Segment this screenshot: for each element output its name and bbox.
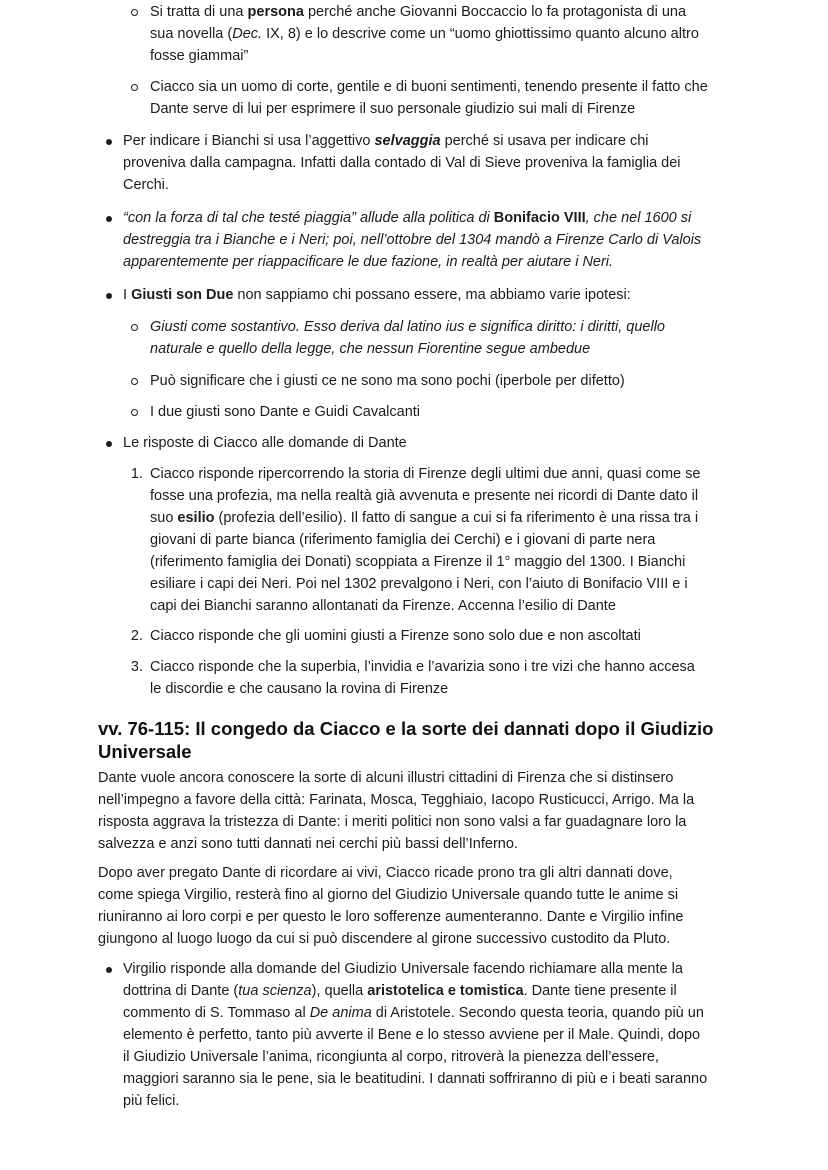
- bullet-selvaggia: Per indicare i Bianchi si usa l’aggettivo selvaggia perché si usava per indicare chi proveniva dalla campagna. Infatti dalla contado di Val di Sieve proveniva la famiglia dei Cerchi.: [123, 133, 681, 193]
- bullet-bonifacio: “con la forza di tal che testé piaggia” allude alla politica di Bonifacio VIII, che nel 1600 si destreggia tra i Bianche e i Neri; poi, nell’ottobre del 1304 mandò a Firenze Carlo di Valois apparentemente per riappacificare le due fazione, in realtà per aiutare i Neri.: [123, 210, 702, 270]
- sub-bullet-iperbole: Può significare che i giusti ce ne sono ma sono pochi (iperbole per difetto): [150, 373, 625, 389]
- circle-bullet-icon: [131, 409, 138, 416]
- bullet-icon: [106, 441, 112, 447]
- sub-bullet-persona: Si tratta di una persona perché anche Giovanni Boccaccio lo fa protagonista di una sua novella (Dec. IX, 8) e lo descrive come un “uomo ghiottissimo quanto alcuno altro fosse giammai”: [150, 4, 699, 64]
- ordered-item-storia: Ciacco risponde ripercorrendo la storia di Firenze degli ultimi due anni, quasi come se fosse una profezia, ma nella realtà già avvenuta e presente nei ricordi di Dante dato il suo esilio (profezia dell’esilio). Il fatto di sangue a cui si fa riferimento è una rissa tra i giovani di parte bianca (riferimento famiglia dei Cerchi) e i giovani di parte nera (riferimento famiglia dei Donati) scoppiata a Firenze il 1° maggio del 1300. I Bianchi esiliare i capi dei Neri. Poi nel 1302 prevalgono i Neri, con l’aiuto di Bonifacio VIII e i capi dei Bianchi saranno allontanati da Firenze. Accenna l’esilio di Dante: [150, 466, 701, 614]
- sub-bullet-due-giusti: I due giusti sono Dante e Guidi Cavalcanti: [150, 404, 421, 420]
- bullet-icon: [106, 139, 112, 145]
- ordered-item-vizi: Ciacco risponde che la superbia, l’invidia e l’avarizia sono i tre vizi che hanno accesa le discordie e che causano la rovina di Firenze: [150, 659, 695, 697]
- list-number: 3.: [130, 659, 143, 675]
- sub-bullet-sostantivo: Giusti come sostantivo. Esso deriva dal latino ius e significa diritto: i diritti, quello naturale e quello della legge, che nessun Fiorentine segue ambedue: [150, 319, 665, 357]
- paragraph-ciacco-ricade: Dopo aver pregato Dante di ricordare ai vivi, Ciacco ricade prono tra gli altri dannati dove, come spiega Virgilio, resterà fino al giorno del Giudizio Universale quando tutte le anime si riuniranno ai loro corpi e per questo le loro sofferenze aumenteranno. Dante e Virgilio infine giungono al luogo luogo da cui si può discendere al girone successivo custodito da Pluto.: [98, 865, 684, 947]
- circle-bullet-icon: [131, 84, 138, 91]
- bullet-risposte: Le risposte di Ciacco alle domande di Dante: [123, 435, 407, 451]
- bullet-icon: [106, 216, 112, 222]
- list-number: 1.: [130, 466, 143, 482]
- bullet-giusti-son-due: I Giusti son Due non sappiamo chi possano essere, ma abbiamo varie ipotesi:: [123, 287, 631, 303]
- paragraph-conoscere-sorte: Dante vuole ancora conoscere la sorte di alcuni illustri cittadini di Firenza che si distinsero nell’impegno a favore della città: Farinata, Mosca, Tegghiaio, Iacopo Rusticucci, Arrigo. Ma la risposta aggrava la tristezza di Dante: i meriti politici non sono valsi a far guadagnare loro la salvezza e anzi sono tutti dannati nei cerchi più bassi dell’Inferno.: [98, 770, 695, 852]
- ordered-item-giusti: Ciacco risponde che gli uomini giusti a Firenze sono solo due e non ascoltati: [150, 628, 641, 644]
- bullet-virgilio-risponde: Virgilio risponde alla domande del Giudizio Universale facendo richiamare alla mente la dottrina di Dante (tua scienza), quella aristotelica e tomistica. Dante tiene presente il commento di S. Tommaso al De anima di Aristotele. Secondo questa teoria, quando più un elemento è perfetto, tanto più avverte il Bene e lo stesso avviene per il Male. Quindi, dopo il Giudizio Universale l’anima, ricongiunta al corpo, ritroverà la pienezza dell’essere, maggiori saranno sia le pene, sia le beatitudini. I dannati soffriranno di più e i beati saranno più felici.: [123, 961, 708, 1109]
- circle-bullet-icon: [131, 324, 138, 331]
- bullet-icon: [106, 293, 112, 299]
- sub-bullet-uomo-di-corte: Ciacco sia un uomo di corte, gentile e di buoni sentimenti, tenendo presente il fatto che Dante serve di lui per esprimere il suo personale giudizio sui mali di Firenze: [150, 79, 708, 117]
- list-number: 2.: [130, 628, 143, 644]
- circle-bullet-icon: [131, 378, 138, 385]
- circle-bullet-icon: [131, 9, 138, 16]
- bullet-icon: [106, 967, 112, 973]
- section-heading: vv. 76-115: Il congedo da Ciacco e la sorte dei dannati dopo il Giudizio Universale: [98, 718, 714, 762]
